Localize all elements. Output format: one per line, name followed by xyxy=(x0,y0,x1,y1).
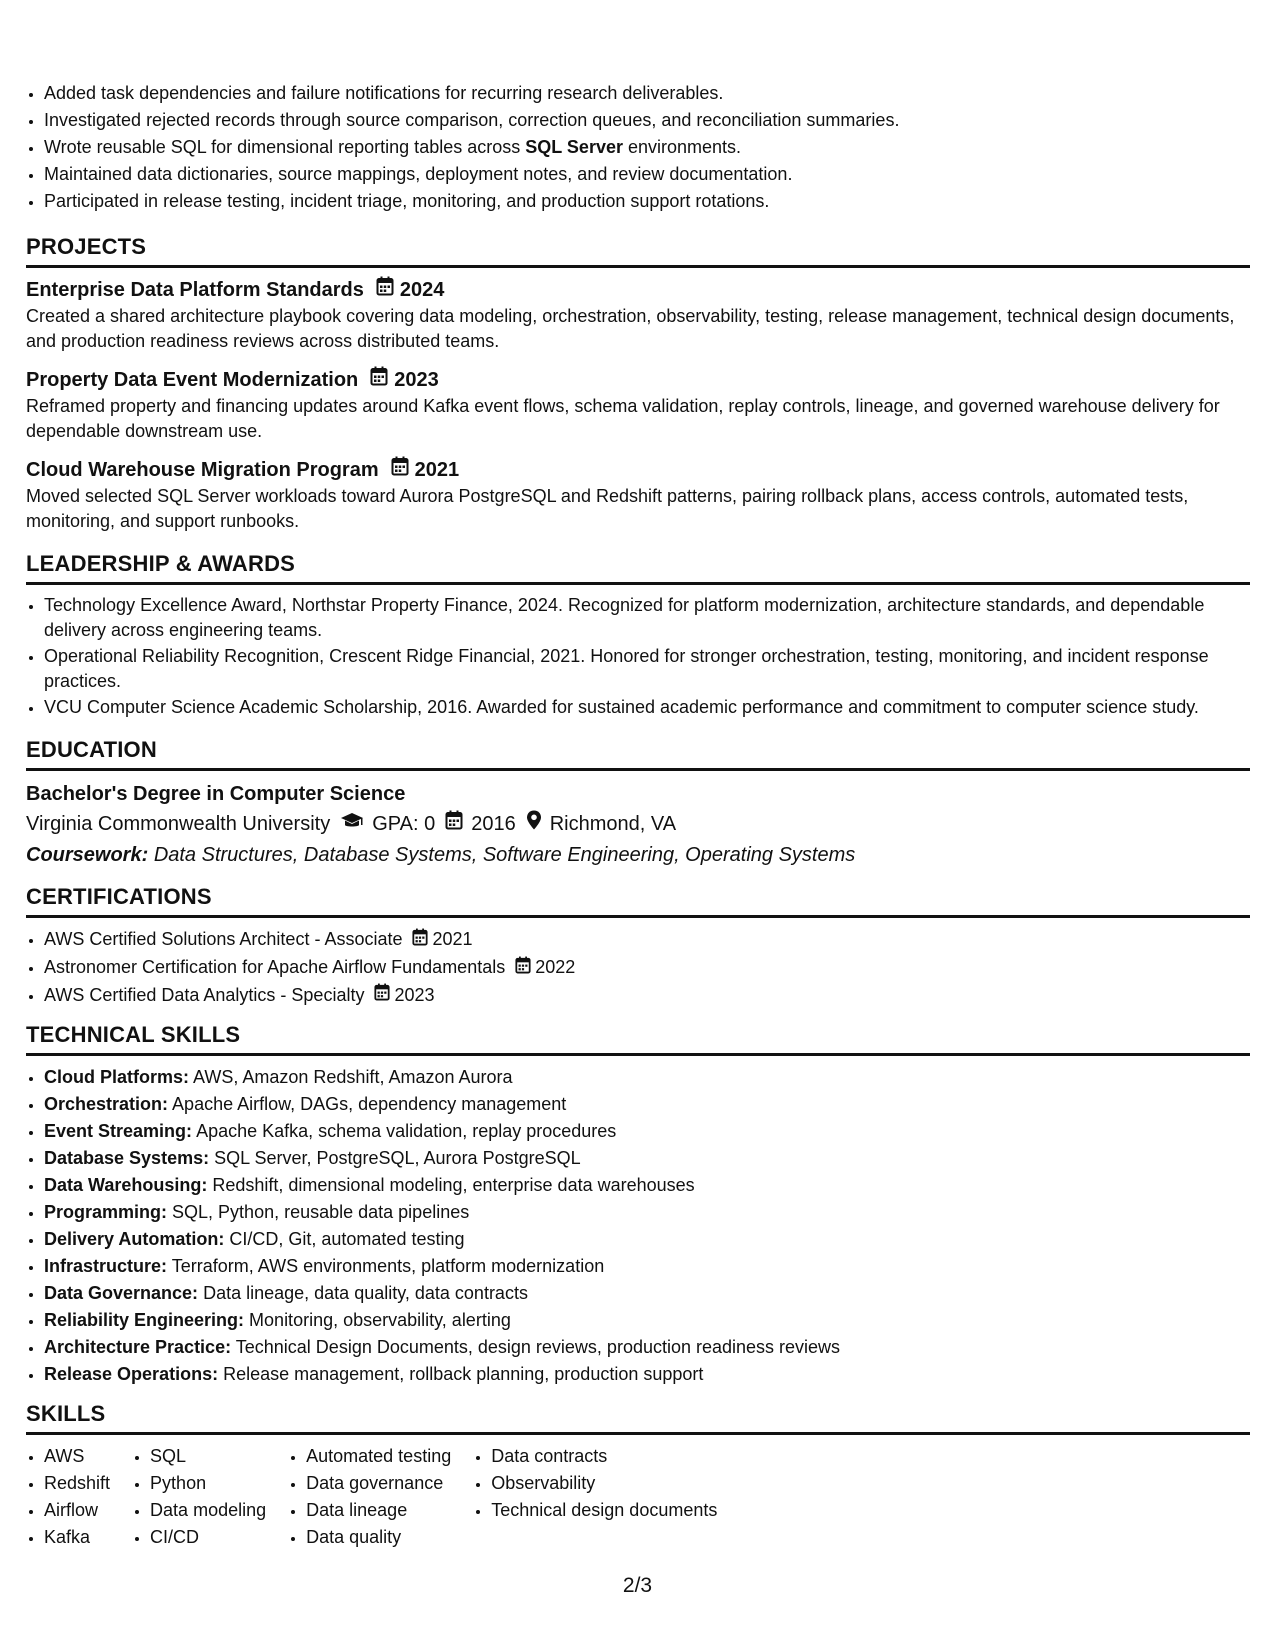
technical-skill-item xyxy=(44,1199,1250,1226)
certification-year: 2021 xyxy=(432,929,473,949)
project-entry xyxy=(26,456,1250,534)
technical-skill-item xyxy=(44,1361,1250,1388)
skill-values: SQL Server, PostgreSQL, Aurora PostgreSQL xyxy=(214,1148,581,1169)
calendar-icon xyxy=(374,982,390,1009)
technical-skill-item xyxy=(44,1172,1250,1199)
skill-item: • Observability xyxy=(491,1470,717,1497)
skill-values: Data lineage, data quality, data contracts xyxy=(203,1283,528,1304)
skill-item: • Technical design documents xyxy=(491,1497,717,1524)
experience-bullet: • Investigated rejected records through source comparison, correction queues, and reconciliation summaries. xyxy=(44,107,1250,134)
skills-grid xyxy=(26,1443,1250,1551)
skill-item: • Data modeling xyxy=(150,1497,266,1524)
skill-category: Event Streaming: xyxy=(44,1121,193,1142)
calendar-icon xyxy=(515,955,531,982)
technical-skill-item xyxy=(44,1145,1250,1172)
section-title-projects: PROJECTS xyxy=(26,233,1250,268)
leadership-list xyxy=(26,593,1250,720)
technical-skill-item xyxy=(44,1253,1250,1280)
certification-year: 2022 xyxy=(535,956,576,977)
skill-category: Architecture Practice: xyxy=(44,1337,232,1358)
certification-name: Astronomer Certification for Apache Airflow Fundamentals xyxy=(44,956,506,977)
project-header xyxy=(26,276,1250,304)
certification-name: AWS Certified Data Analytics - Specialty xyxy=(44,984,365,1005)
location: Richmond, VA xyxy=(549,813,677,835)
skill-values: Apache Kafka, schema validation, replay procedures xyxy=(196,1121,617,1142)
skill-values: Apache Airflow, DAGs, dependency management xyxy=(172,1094,567,1115)
experience-bullet: • Participated in release testing, incident triage, monitoring, and production support rotations. xyxy=(44,188,1250,215)
project-year: 2024 xyxy=(399,279,445,301)
technical-skill-item xyxy=(44,1307,1250,1334)
education-details xyxy=(26,809,1250,839)
skill-category: Data Governance: xyxy=(44,1283,199,1304)
skill-item: • Python xyxy=(150,1470,266,1497)
skill-category: Delivery Automation: xyxy=(44,1229,225,1250)
technical-skill-item xyxy=(44,1280,1250,1307)
technical-skill-item xyxy=(44,1064,1250,1091)
project-year: 2021 xyxy=(414,459,460,481)
skill-item: • Data contracts xyxy=(491,1443,717,1470)
skill-category: Reliability Engineering: xyxy=(44,1310,245,1331)
experience-bullets xyxy=(26,80,1250,215)
skill-item: • Kafka xyxy=(44,1524,110,1551)
technical-skills-list xyxy=(26,1064,1250,1388)
calendar-icon xyxy=(370,366,388,394)
calendar-icon xyxy=(376,276,394,304)
section-title-education: EDUCATION xyxy=(26,736,1250,771)
certification-item xyxy=(44,926,1250,954)
skill-item: • Data governance xyxy=(306,1470,451,1497)
skill-values: Release management, rollback planning, production support xyxy=(223,1364,704,1385)
technical-skill-item xyxy=(44,1091,1250,1118)
skill-item: • Automated testing xyxy=(306,1443,451,1470)
projects-list xyxy=(26,276,1250,534)
skill-category: Data Warehousing: xyxy=(44,1175,208,1196)
page-number: 2/3 xyxy=(622,1574,653,1597)
skill-category: Orchestration: xyxy=(44,1094,169,1115)
experience-bullet: • Added task dependencies and failure notifications for recurring research deliverables. xyxy=(44,80,1250,107)
certification-name: AWS Certified Solutions Architect - Associate xyxy=(44,929,403,949)
skill-values: AWS, Amazon Redshift, Amazon Aurora xyxy=(193,1067,513,1088)
skill-values: Terraform, AWS environments, platform modernization xyxy=(171,1256,605,1277)
skill-category: Programming: xyxy=(44,1202,168,1223)
project-name: Cloud Warehouse Migration Program xyxy=(26,459,379,481)
skills-column xyxy=(26,1443,110,1551)
skill-category: Infrastructure: xyxy=(44,1256,168,1277)
project-description: Created a shared architecture playbook covering data modeling, orchestration, observability, testing, release management, technical design documents, and production readiness reviews across distributed teams. xyxy=(26,306,1235,351)
skill-item: • CI/CD xyxy=(150,1524,266,1551)
skill-item: • Data quality xyxy=(306,1524,451,1551)
experience-bullet: • Maintained data dictionaries, source mappings, deployment notes, and review documentation. xyxy=(44,161,1250,188)
certifications-list xyxy=(26,926,1250,1009)
skills-column xyxy=(288,1443,451,1551)
certification-item xyxy=(44,954,1250,982)
degree-title: Bachelor's Degree in Computer Science xyxy=(26,783,406,805)
technical-skill-item xyxy=(44,1118,1250,1145)
project-entry xyxy=(26,366,1250,444)
skills-column xyxy=(132,1443,266,1551)
section-title-certifications: CERTIFICATIONS xyxy=(26,883,1250,918)
project-header xyxy=(26,456,1250,484)
skills-column xyxy=(473,1443,717,1551)
skill-category: Database Systems: xyxy=(44,1148,210,1169)
skill-item: • Redshift xyxy=(44,1470,110,1497)
skill-values: Redshift, dimensional modeling, enterprise data warehouses xyxy=(212,1175,695,1196)
skill-values: Monitoring, observability, alerting xyxy=(249,1310,511,1331)
skill-values: Technical Design Documents, design reviews, production readiness reviews xyxy=(235,1337,841,1358)
project-description: Moved selected SQL Server workloads toward Aurora PostgreSQL and Redshift patterns, pairing rollback plans, access controls, automated tests, monitoring, and support runbooks. xyxy=(26,486,1189,531)
project-description: Reframed property and financing updates around Kafka event flows, schema validation, replay controls, lineage, and governed warehouse delivery for dependable downstream use. xyxy=(26,396,1220,441)
project-year: 2023 xyxy=(394,369,439,391)
skill-item: • AWS xyxy=(44,1443,110,1470)
section-title-leadership: LEADERSHIP & AWARDS xyxy=(26,550,1250,585)
project-header xyxy=(26,366,1250,394)
certification-item xyxy=(44,982,1250,1010)
award-item: • VCU Computer Science Academic Scholarship, 2016. Awarded for sustained academic performance and commitment to computer science study. xyxy=(44,695,1250,720)
calendar-icon xyxy=(412,927,428,954)
award-item: • Technology Excellence Award, Northstar Property Finance, 2024. Recognized for platform modernization, architecture standards, and dependable delivery across engineering teams. xyxy=(44,593,1250,643)
experience-bullet: • Wrote reusable SQL for dimensional reporting tables across SQL Server environments. xyxy=(44,134,1250,161)
resume-page xyxy=(26,80,1250,1551)
skill-item: • SQL xyxy=(150,1443,266,1470)
section-title-skills: SKILLS xyxy=(26,1400,1250,1435)
certification-year: 2023 xyxy=(394,984,435,1005)
calendar-icon xyxy=(445,809,463,839)
graduation-year: 2016 xyxy=(471,813,516,835)
technical-skill-item xyxy=(44,1334,1250,1361)
skill-item: • Data lineage xyxy=(306,1497,451,1524)
section-title-technical-skills: TECHNICAL SKILLS xyxy=(26,1021,1250,1056)
project-name: Enterprise Data Platform Standards xyxy=(26,279,364,301)
map-pin-icon xyxy=(526,809,542,839)
project-name: Property Data Event Modernization xyxy=(26,369,359,391)
award-item: • Operational Reliability Recognition, Crescent Ridge Financial, 2021. Honored for stronger orchestration, testing, monitoring, and incident response practices. xyxy=(44,644,1250,694)
skill-item: • Airflow xyxy=(44,1497,110,1524)
education-entry xyxy=(26,779,1250,871)
gpa-value: GPA: 0 xyxy=(372,813,436,835)
skill-values: SQL, Python, reusable data pipelines xyxy=(172,1202,470,1223)
skill-category: Release Operations: xyxy=(44,1364,219,1385)
technical-skill-item xyxy=(44,1226,1250,1253)
skill-category: Cloud Platforms: xyxy=(44,1067,190,1088)
skill-values: CI/CD, Git, automated testing xyxy=(229,1229,465,1250)
school-name: Virginia Commonwealth University xyxy=(26,813,331,835)
coursework: Coursework: Data Structures, Database Systems, Software Engineering, Operating Systems xyxy=(26,844,856,866)
project-entry xyxy=(26,276,1250,354)
calendar-icon xyxy=(391,456,409,484)
graduation-cap-icon xyxy=(340,809,364,839)
